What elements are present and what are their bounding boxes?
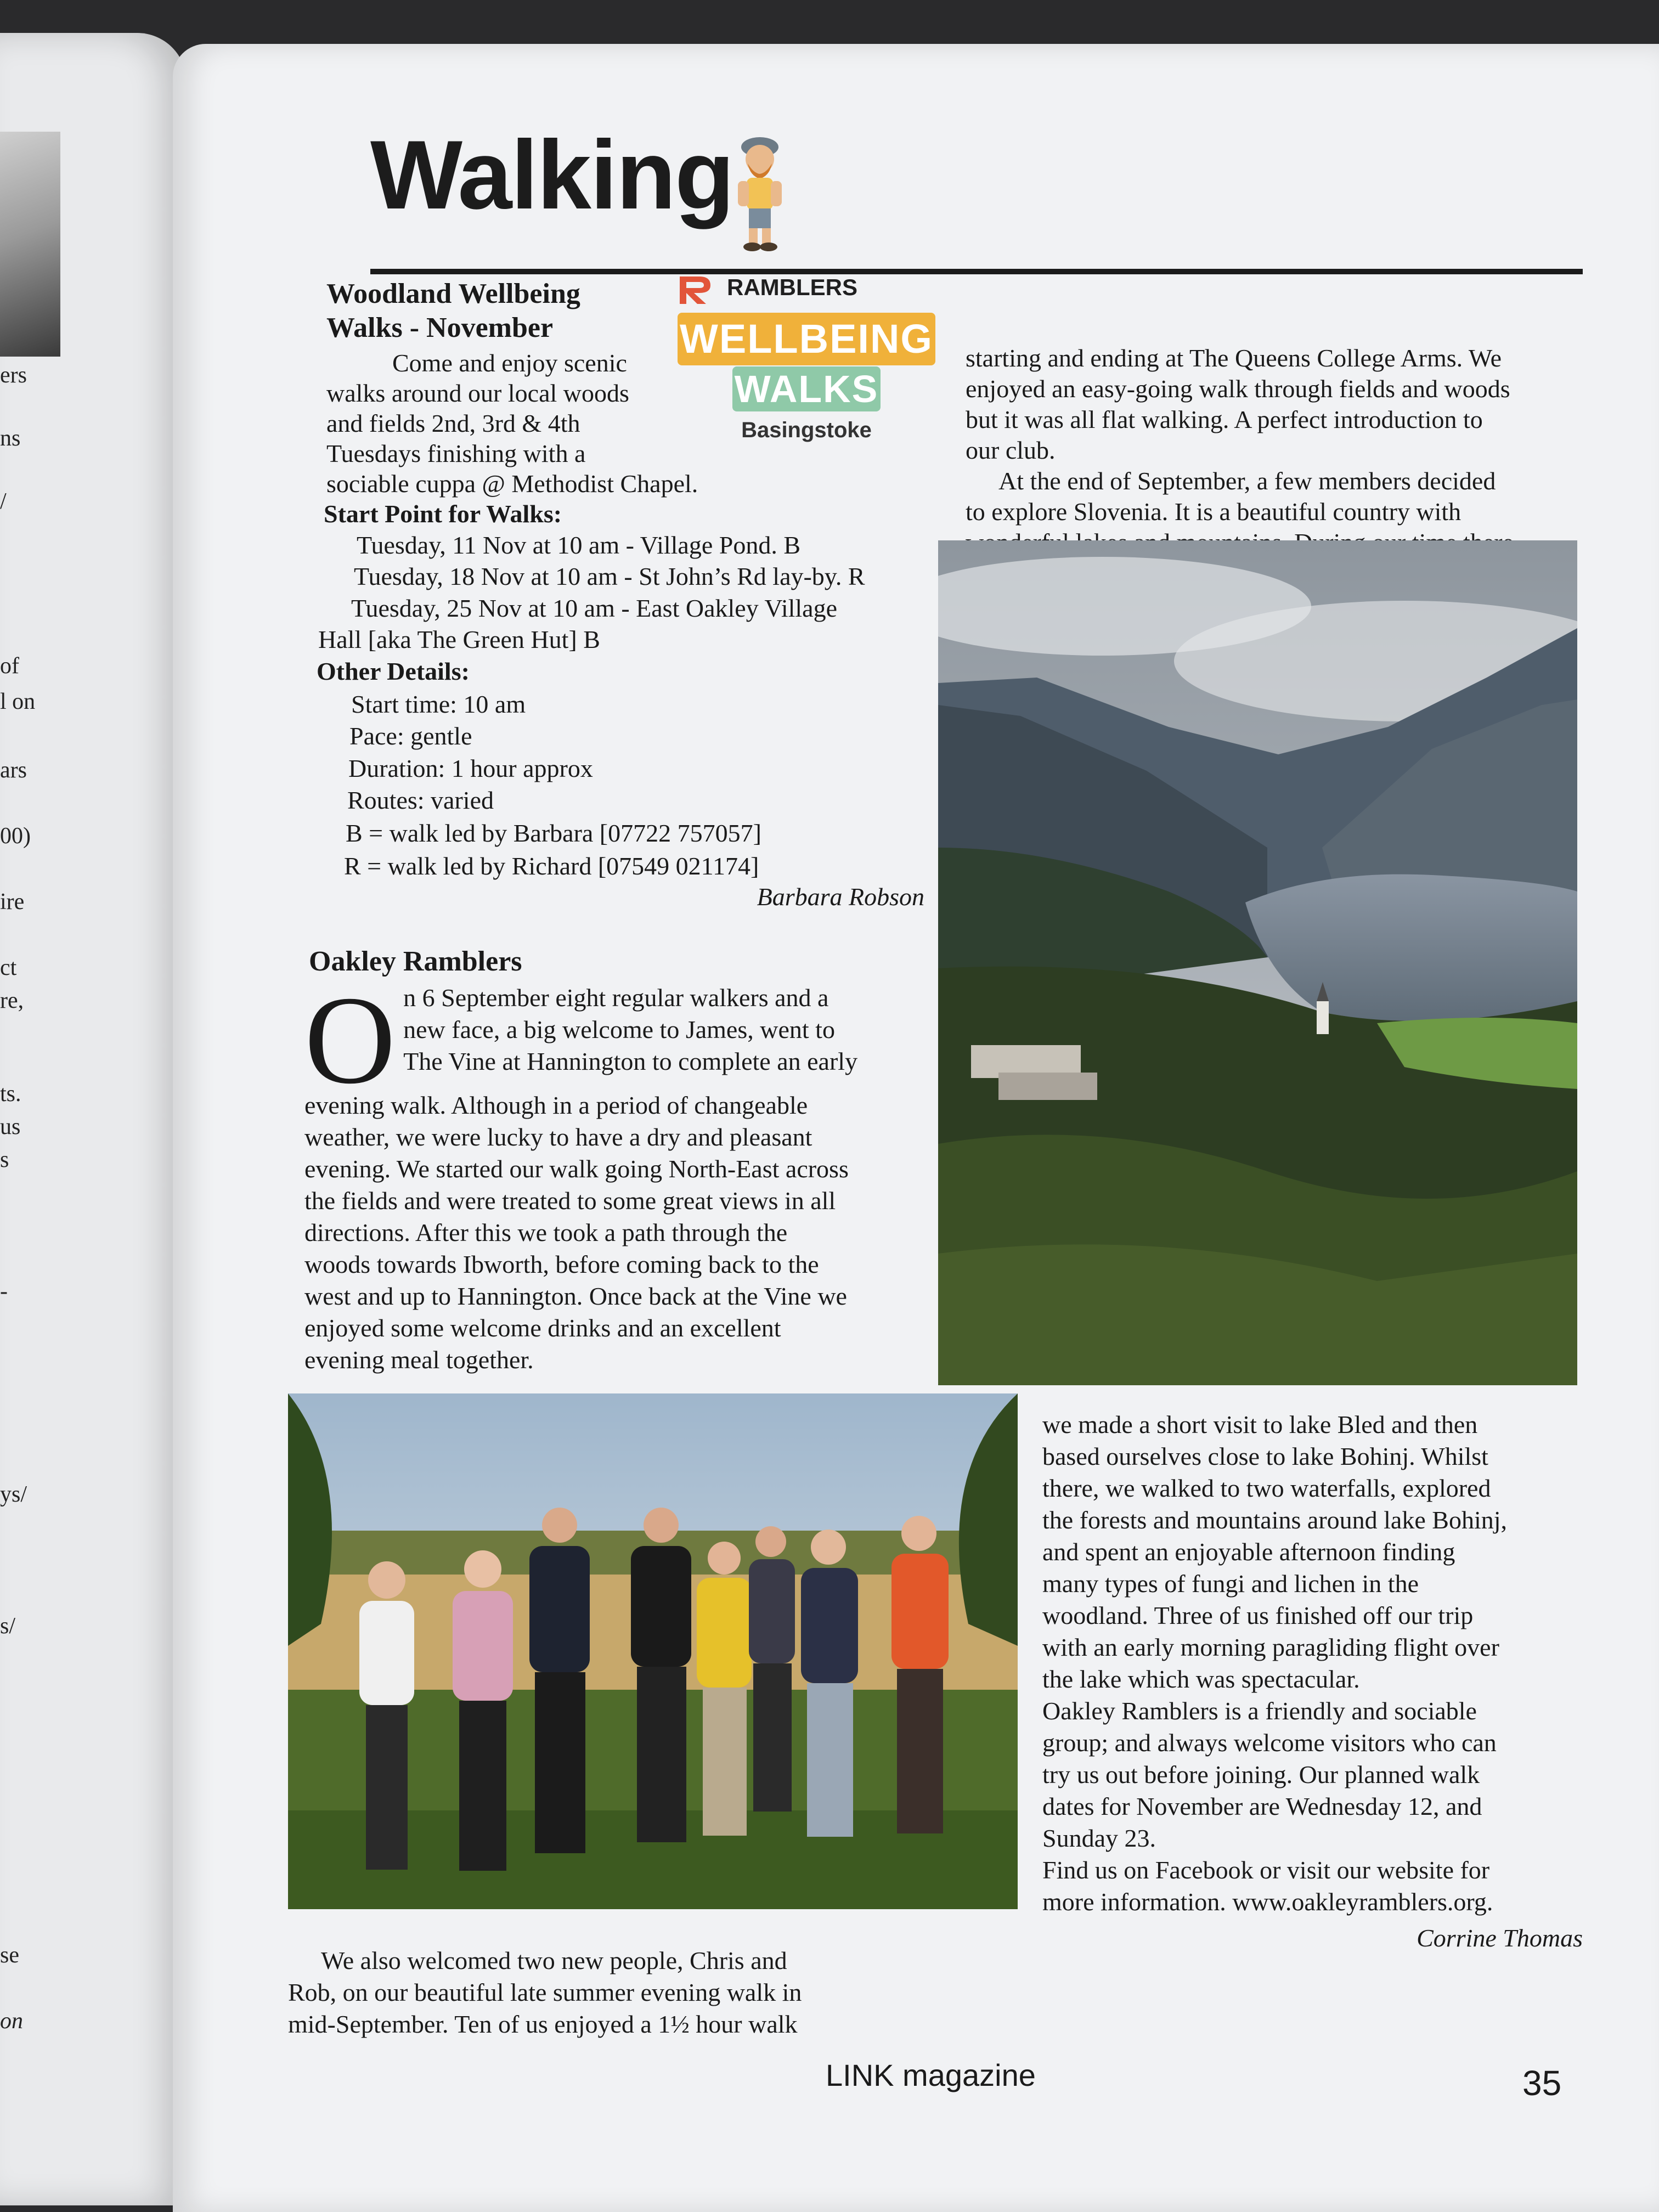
page-heading: Walking — [370, 120, 733, 229]
ramblers-col2-bottom — [1042, 1409, 1618, 1918]
left-page-text-fragment: on — [0, 2008, 23, 2034]
detail-line: Duration: 1 hour approx — [348, 754, 593, 782]
left-page-text-fragment: ts. — [0, 1081, 21, 1107]
magazine-page — [173, 44, 1659, 2212]
left-page-edge — [0, 33, 187, 2205]
ramblers-col2-line: there, we walked to two waterfalls, explored — [1042, 1474, 1491, 1502]
left-page-text-fragment: 00) — [0, 823, 31, 849]
logo-line1: WELLBEING — [680, 316, 933, 362]
ramblers-para1-line: The Vine at Hannington to complete an early — [403, 1047, 858, 1075]
other-details-heading: Other Details: — [317, 657, 470, 685]
left-page-text-fragment: of — [0, 653, 19, 679]
ramblers-col2-top — [966, 343, 1602, 558]
left-page-text-fragment: s/ — [0, 1613, 16, 1639]
ramblers-col2-line: dates for November are Wednesday 12, and — [1042, 1792, 1482, 1820]
left-page-text-fragment: ys/ — [0, 1482, 27, 1507]
left-page-text-fragment: re, — [0, 988, 24, 1013]
left-page-portrait-photo — [0, 132, 60, 357]
ramblers-para2-line: We also welcomed two new people, Chris and — [321, 1946, 787, 1974]
detail-line: Pace: gentle — [349, 722, 472, 750]
wellbeing-title-line1: Woodland Wellbeing — [326, 278, 580, 309]
ramblers-col2-line: we made a short visit to lake Bled and then — [1042, 1410, 1478, 1438]
logo-place-text: Basingstoke — [741, 418, 872, 442]
start-point-line: Tuesday, 18 Nov at 10 am - St John’s Rd lay-by. R — [354, 562, 865, 590]
detail-line: B = walk led by Barbara [07722 757057] — [346, 819, 761, 847]
ramblers-col2-line: more information. www.oakleyramblers.org. — [1042, 1888, 1493, 1916]
ramblers-para1-line: weather, we were lucky to have a dry and pleasant — [304, 1123, 812, 1151]
ramblers-col2-line: our club. — [966, 436, 1056, 464]
left-page-text-fragment: ns — [0, 426, 21, 451]
ramblers-para1-line: west and up to Hannington. Once back at the Vine we — [304, 1282, 847, 1310]
ramblers-para2-line: mid-September. Ten of us enjoyed a 1½ hour walk — [288, 2010, 798, 2038]
walker-mascot-icon — [721, 132, 798, 252]
wellbeing-intro-line: sociable cuppa @ Methodist Chapel. — [326, 470, 698, 498]
wellbeing-intro-line: walks around our local woods — [326, 379, 629, 407]
ramblers-group-photo — [288, 1393, 1018, 1909]
left-page-text-fragment: l on — [0, 689, 36, 714]
ramblers-para2-line: Rob, on our beautiful late summer evening walk in — [288, 1978, 802, 2006]
left-page-text-fragment: ct — [0, 955, 17, 980]
left-page-text-fragment: s — [0, 1147, 9, 1172]
ramblers-para1-line: evening. We started our walk going North-East across — [304, 1155, 849, 1183]
wellbeing-title-line2: Walks - November — [326, 312, 554, 343]
ramblers-col2-line: the forests and mountains around lake Bohinj, — [1042, 1506, 1508, 1534]
footer-magazine-name: LINK magazine — [826, 2058, 1036, 2092]
left-page-text-fragment: us — [0, 1114, 21, 1139]
start-point-line: Tuesday, 11 Nov at 10 am - Village Pond. B — [357, 531, 801, 559]
ramblers-title: Oakley Ramblers — [309, 946, 522, 977]
ramblers-para1 — [304, 970, 985, 1376]
ramblers-para1-line: n 6 September eight regular walkers and a — [403, 984, 829, 1012]
ramblers-col2-line: based ourselves close to lake Bohinj. Whilst — [1042, 1442, 1488, 1470]
left-page-text-fragment: ire — [0, 889, 25, 915]
ramblers-col2-line: and spent an enjoyable afternoon finding — [1042, 1538, 1455, 1566]
wellbeing-intro-line: Come and enjoy scenic — [392, 349, 627, 377]
ramblers-col2-line: At the end of September, a few members decided — [998, 467, 1496, 495]
detail-line: R = walk led by Richard [07549 021174] — [344, 852, 759, 880]
ramblers-wellbeing-logo — [678, 274, 941, 455]
page-number: 35 — [1522, 2063, 1562, 2103]
left-page-text-fragment: se — [0, 1943, 19, 1968]
ramblers-col2-line: to explore Slovenia. It is a beautiful country with — [966, 498, 1462, 526]
ramblers-mark-icon — [678, 273, 717, 306]
start-point-line: Tuesday, 25 Nov at 10 am - East Oakley Village — [351, 594, 837, 622]
ramblers-dropcap: O — [304, 970, 396, 1110]
wellbeing-signature: Barbara Robson — [757, 883, 924, 911]
ramblers-para2 — [288, 1945, 1018, 2040]
detail-line: Routes: varied — [347, 786, 494, 814]
ramblers-col2-line: Sunday 23. — [1042, 1824, 1156, 1852]
ramblers-col2-line: with an early morning paragliding flight over — [1042, 1633, 1499, 1661]
ramblers-col2-line: many types of fungi and lichen in the — [1042, 1570, 1419, 1598]
left-page-text-fragment: ars — [0, 758, 27, 783]
heading-rule — [370, 269, 1583, 274]
ramblers-para1-line: new face, a big welcome to James, went to — [403, 1015, 835, 1043]
ramblers-para1-line: the fields and were treated to some great views in all — [304, 1187, 836, 1215]
start-points-heading: Start Point for Walks: — [324, 500, 562, 528]
ramblers-para1-line: evening walk. Although in a period of changeable — [304, 1091, 808, 1119]
detail-line: Start time: 10 am — [351, 690, 526, 718]
ramblers-signature: Corrine Thomas — [1417, 1924, 1583, 1952]
ramblers-col2-line: the lake which was spectacular. — [1042, 1665, 1360, 1693]
logo-band-wellbeing — [678, 313, 935, 365]
wellbeing-intro-line: Tuesdays finishing with a — [326, 439, 586, 467]
start-point-line: Hall [aka The Green Hut] B — [318, 625, 600, 653]
left-page-text-fragment: - — [0, 1279, 8, 1304]
ramblers-col2-line: Oakley Ramblers is a friendly and sociable — [1042, 1697, 1477, 1725]
logo-brand-text: RAMBLERS — [727, 274, 857, 300]
logo-line2: WALKS — [734, 368, 879, 410]
ramblers-para1-line: enjoyed some welcome drinks and an excellent — [304, 1314, 781, 1342]
ramblers-col2-line: starting and ending at The Queens College Arms. We — [966, 344, 1502, 372]
left-page-text-fragment: / — [0, 489, 7, 514]
left-page-text-fragment: ers — [0, 363, 27, 388]
ramblers-para1-line: evening meal together. — [304, 1346, 534, 1374]
ramblers-col2-line: group; and always welcome visitors who can — [1042, 1729, 1497, 1757]
ramblers-col2-line: enjoyed an easy-going walk through fields and woods — [966, 375, 1510, 403]
ramblers-para1-line: woods towards Ibworth, before coming back to the — [304, 1250, 819, 1278]
ramblers-col2-line: woodland. Three of us finished off our trip — [1042, 1601, 1474, 1629]
ramblers-col2-line: but it was all flat walking. A perfect introduction to — [966, 405, 1483, 433]
ramblers-para1-line: directions. After this we took a path through the — [304, 1218, 788, 1246]
lake-bohinj-photo — [938, 540, 1577, 1385]
ramblers-col2-line: try us out before joining. Our planned walk — [1042, 1760, 1480, 1788]
logo-band-walks — [732, 366, 881, 411]
wellbeing-intro-line: and fields 2nd, 3rd & 4th — [326, 409, 580, 437]
ramblers-col2-line: Find us on Facebook or visit our website for — [1042, 1856, 1490, 1884]
